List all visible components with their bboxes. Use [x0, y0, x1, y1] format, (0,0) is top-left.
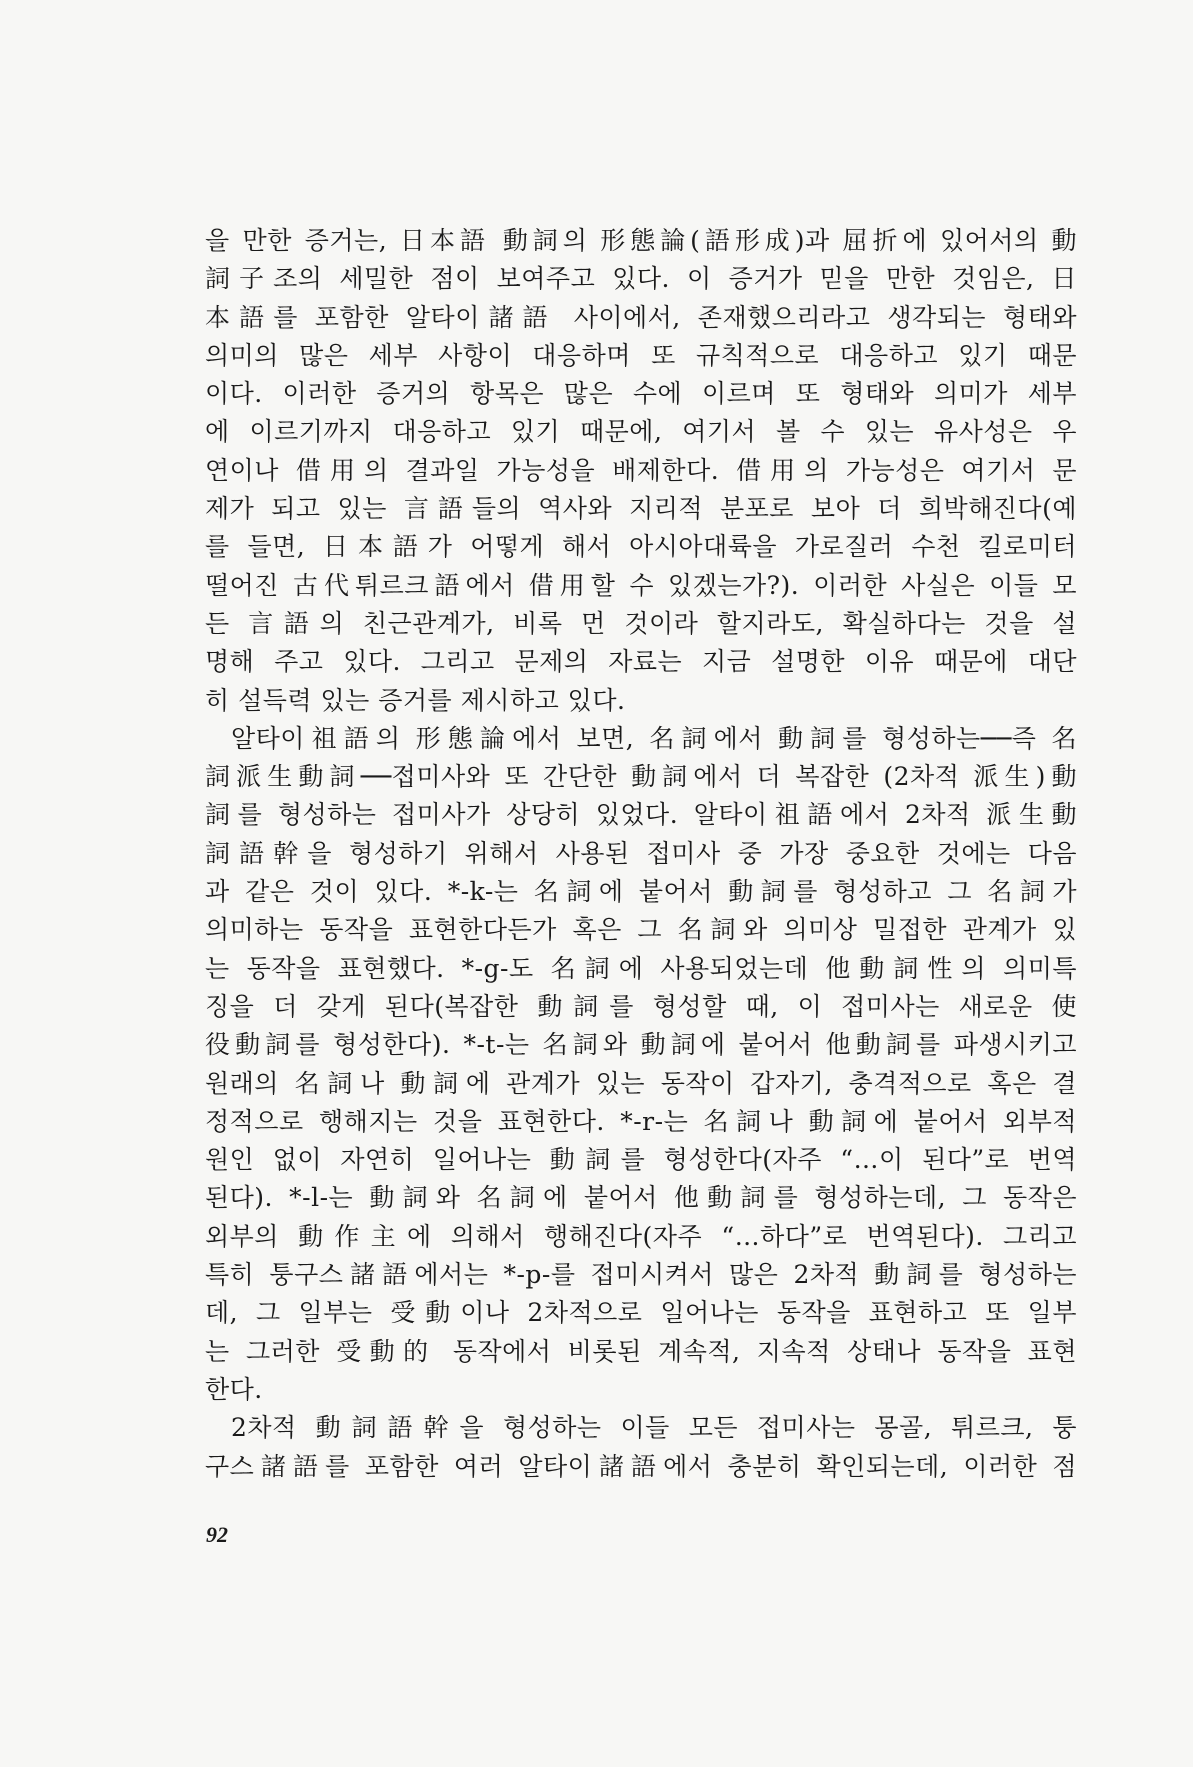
text-line: 제가 되고 있는 言語들의 역사와 지리적 분포로 보아 더 희박해진다(예 — [205, 494, 1077, 524]
paragraph — [205, 1409, 1077, 1486]
text-line: 히 설득력 있는 증거를 제시하고 있다. — [205, 685, 626, 715]
text-line: 된다). *-l-는 動詞와 名詞에 붙어서 他動詞를 형성하는데, 그 동작은 — [205, 1183, 1077, 1213]
text-line: 의미의 많은 세부 사항이 대응하며 또 규칙적으로 대응하고 있기 때문 — [205, 340, 1077, 370]
text-line: 징을 더 갖게 된다(복잡한 動詞를 형성할 때, 이 접미사는 새로운 使 — [205, 991, 1077, 1021]
text-line: 詞派生動詞──접미사와 또 간단한 動詞에서 더 복잡한 (2차적 派生)動 — [205, 762, 1077, 792]
text-line: 이다. 이러한 증거의 항목은 많은 수에 이르며 또 형태와 의미가 세부 — [205, 379, 1077, 409]
text-line: 데, 그 일부는 受動이나 2차적으로 일어나는 동작을 표현하고 또 일부 — [205, 1298, 1077, 1328]
text-line: 원인 없이 자연히 일어나는 動詞를 형성한다(자주 “…이 된다”로 번역 — [205, 1145, 1077, 1175]
text-line: 에 이르기까지 대응하고 있기 때문에, 여기서 볼 수 있는 유사성은 우 — [205, 417, 1077, 447]
text-line: 本語를 포함한 알타이諸語 사이에서, 존재했으리라고 생각되는 형태와 — [205, 302, 1077, 332]
text-line: 떨어진 古代튀르크語에서 借用할 수 있겠는가?). 이러한 사실은 이들 모 — [205, 570, 1077, 600]
text-line: 든 言語의 친근관계가, 비록 먼 것이라 할지라도, 확실하다는 것을 설 — [205, 608, 1077, 638]
text-line: 과 같은 것이 있다. *-k-는 名詞에 붙어서 動詞를 형성하고 그 名詞가 — [205, 877, 1077, 907]
text-line: 는 그러한 受動的 동작에서 비롯된 계속적, 지속적 상태나 동작을 표현 — [205, 1336, 1077, 1366]
text-line: 를 들면, 日本語가 어떻게 해서 아시아대륙을 가로질러 수천 킬로미터 — [205, 532, 1077, 562]
paragraph — [205, 720, 1077, 1409]
text-line: 명해 주고 있다. 그리고 문제의 자료는 지금 설명한 이유 때문에 대단 — [205, 647, 1077, 677]
text-line: 외부의 動作主에 의해서 행해진다(자주 “…하다”로 번역된다). 그리고 — [205, 1221, 1077, 1251]
text-line: 특히 퉁구스諸語에서는 *-p-를 접미시켜서 많은 2차적 動詞를 형성하는 — [205, 1260, 1077, 1290]
text-line: 役動詞를 형성한다). *-t-는 名詞와 動詞에 붙어서 他動詞를 파생시키고 — [205, 1030, 1077, 1060]
page-body — [205, 222, 1077, 1486]
text-line: 구스諸語를 포함한 여러 알타이諸語에서 충분히 확인되는데, 이러한 점 — [205, 1451, 1077, 1481]
text-line: 의미하는 동작을 표현한다든가 혹은 그 名詞와 의미상 밀접한 관계가 있 — [205, 915, 1077, 945]
text-line: 연이나 借用의 결과일 가능성을 배제한다. 借用의 가능성은 여기서 문 — [205, 455, 1077, 485]
paragraph — [205, 222, 1077, 720]
text-line: 2차적 動詞語幹을 형성하는 이들 모든 접미사는 몽골, 튀르크, 퉁 — [231, 1413, 1077, 1443]
text-line: 한다. — [205, 1374, 263, 1404]
text-line: 詞를 형성하는 접미사가 상당히 있었다. 알타이祖語에서 2차적 派生動 — [205, 800, 1077, 830]
text-line: 을 만한 증거는, 日本語 動詞의 形態論(語形成)과 屈折에 있어서의 動 — [205, 226, 1077, 255]
text-line: 알타이祖語의 形態論에서 보면, 名詞에서 動詞를 형성하는──즉 名 — [231, 723, 1077, 753]
page-number: 92 — [206, 1522, 228, 1547]
text-line: 詞語幹을 형성하기 위해서 사용된 접미사 중 가장 중요한 것에는 다음 — [205, 838, 1077, 868]
text-line: 는 동작을 표현했다. *-g-도 名詞에 사용되었는데 他動詞性의 의미특 — [205, 953, 1077, 983]
text-line: 詞子조의 세밀한 점이 보여주고 있다. 이 증거가 믿을 만한 것임은, 日 — [205, 264, 1077, 294]
text-line: 정적으로 행해지는 것을 표현한다. *-r-는 名詞나 動詞에 붙어서 외부적 — [205, 1106, 1077, 1136]
text-line: 원래의 名詞나 動詞에 관계가 있는 동작이 갑자기, 충격적으로 혹은 결 — [205, 1068, 1077, 1098]
